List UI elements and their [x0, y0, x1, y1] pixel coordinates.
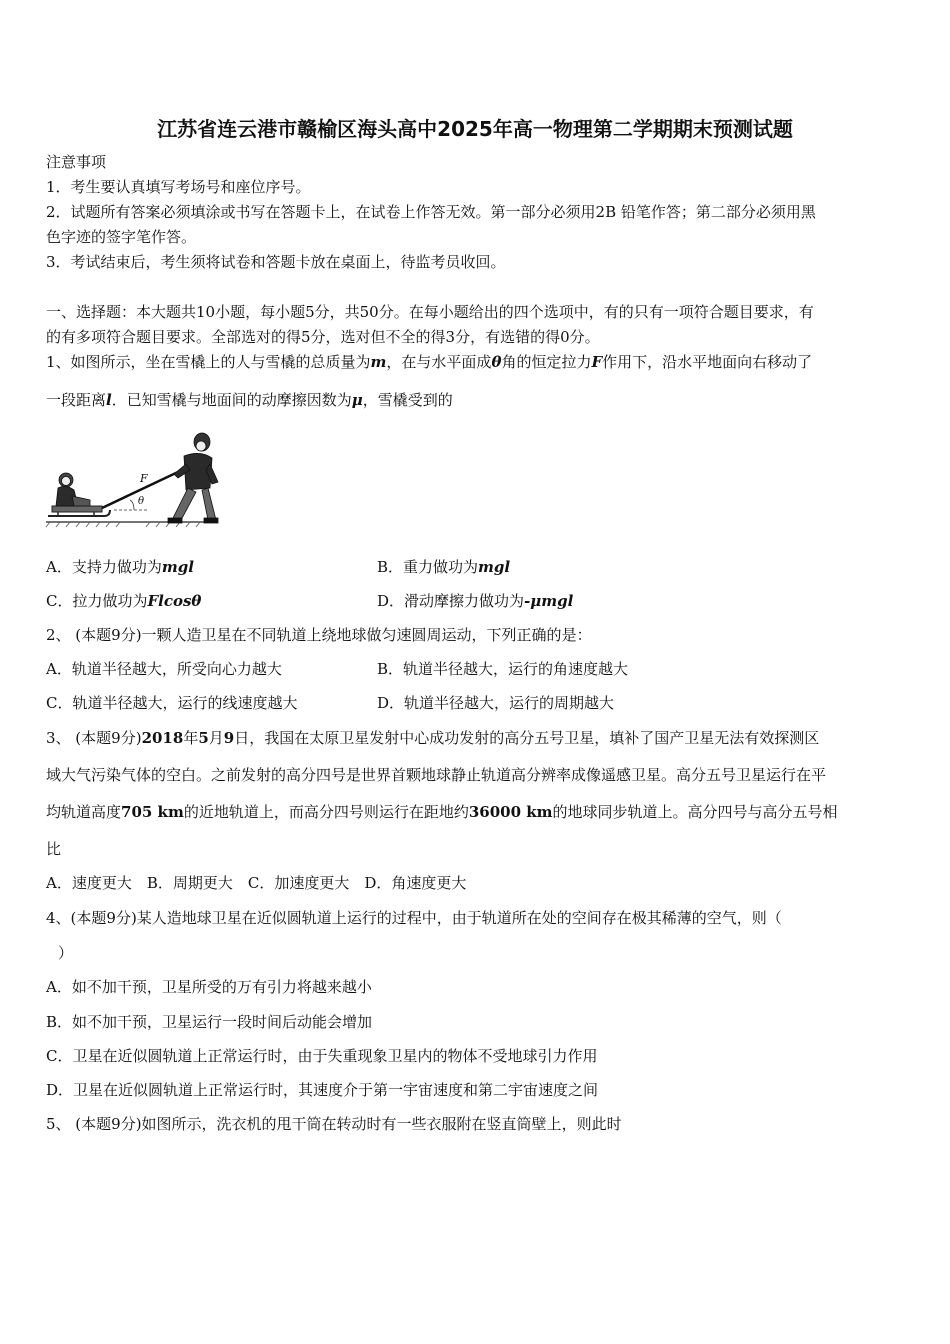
adult: [168, 433, 218, 523]
q1-var-mu: μ: [351, 391, 363, 409]
q3-day: 9: [223, 729, 235, 747]
q1-text: 1、如图所示，坐在雪橇上的人与雪橇的总质量为: [46, 353, 371, 371]
option-label: B．重力做功为: [377, 558, 479, 576]
q3-month: 5: [198, 729, 209, 747]
section1-intro-line2: 的有多项符合题目要求。全部选对的得5分，选对但不全的得3分，有选错的得0分。: [46, 328, 600, 346]
q3-options: A．速度更大 B．周期更大 C．加速度更大 D．角速度更大: [46, 874, 467, 892]
q1-stem-line1: [46, 352, 812, 372]
q4-option-B: B．如不加干预，卫星运行一段时间后动能会增加: [46, 1013, 373, 1031]
q1-stem-line2: [46, 390, 453, 410]
q4-stem-line2: ）: [58, 944, 74, 962]
option-value: Flcosθ: [147, 592, 202, 610]
q3-stem-line2: 域大气污染气体的空白。之前发射的高分四号是世界首颗地球静止轨道高分辨率成像遥感卫星。高分五号卫星运行在平: [46, 766, 827, 784]
notice-item-2: 2．试题所有答案必须填涂或书写在答题卡上，在试卷上作答无效。第一部分必须用2B 铅笔作答；第二部分必须用黑: [46, 203, 816, 221]
figure-theta-label: θ: [138, 496, 145, 507]
q1-text: ，雪橇受到的: [362, 391, 453, 409]
option-value: mgl: [161, 558, 194, 576]
q5-stem: 5、 (本题9分)如图所示，洗衣机的甩干筒在转动时有一些衣服附在竖直筒壁上，则此时: [46, 1115, 622, 1133]
q1-var-m: m: [370, 353, 387, 371]
exam-title: 江苏省连云港市赣榆区海头高中2025年高一物理第二学期期末预测试题: [157, 117, 793, 141]
q3-text: 的近地轨道上，而高分四号则运行在距地约: [183, 803, 469, 821]
q3-text: 月: [208, 729, 224, 747]
q3-height-36000: 36000 km: [468, 803, 553, 821]
q2-option-C: C．轨道半径越大，运行的线速度越大: [46, 694, 298, 712]
section1-intro-line1: 一、选择题：本大题共10小题，每小题5分，共50分。在每小题给出的四个选项中，有的只有一项符合题目要求，有: [46, 303, 814, 321]
q1-option-C: [46, 591, 201, 611]
q2-stem: 2、 (本题9分)一颗人造卫星在不同轨道上绕地球做匀速圆周运动，下列正确的是：: [46, 626, 592, 644]
notice-item-3: 3．考试结束后，考生须将试卷和答题卡放在桌面上，待监考员收回。: [46, 253, 506, 271]
q1-text: ，在与水平面成: [386, 353, 492, 371]
q1-var-l: l: [106, 391, 112, 409]
q4-option-D: D．卫星在近似圆轨道上正常运行时，其速度介于第一宇宙速度和第二宇宙速度之间: [46, 1081, 599, 1099]
q3-text: 的地球同步轨道上。高分四号与高分五号相: [552, 803, 838, 821]
option-label: C．拉力做功为: [46, 592, 148, 610]
option-value: -μmgl: [524, 592, 574, 610]
option-value: mgl: [478, 558, 511, 576]
q1-text: 角的恒定拉力: [501, 353, 592, 371]
sled-figure: [44, 430, 222, 530]
q3-text: 年: [183, 729, 199, 747]
notice-heading: 注意事项: [46, 153, 107, 171]
q4-option-A: A．如不加干预，卫星所受的万有引力将越来越小: [46, 978, 372, 996]
q2-option-A: A．轨道半径越大，所受向心力越大: [46, 660, 282, 678]
option-label: D．滑动摩擦力做功为: [377, 592, 525, 610]
figure-F-label: F: [140, 472, 148, 485]
option-label: A．支持力做功为: [46, 558, 162, 576]
q1-text: 一段距离: [46, 391, 107, 409]
q3-text: 3、 (本题9分): [46, 729, 142, 747]
notice-item-1: 1．考生要认真填写考场号和座位序号。: [46, 178, 311, 196]
q1-option-B: [377, 557, 510, 577]
q2-option-D: D．轨道半径越大，运行的周期越大: [377, 694, 615, 712]
q3-stem-line4: 比: [46, 840, 62, 858]
q3-text: 日，我国在太原卫星发射中心成功发射的高分五号卫星，填补了国产卫星无法有效探测区: [234, 729, 820, 747]
sled: [48, 506, 110, 516]
q1-var-theta: θ: [491, 353, 502, 371]
q1-option-D: [377, 591, 573, 611]
q4-option-C: C．卫星在近似圆轨道上正常运行时，由于失重现象卫星内的物体不受地球引力作用: [46, 1047, 598, 1065]
q3-text: 均轨道高度: [46, 803, 122, 821]
q1-var-F: F: [591, 353, 603, 371]
q3-height-705: 705 km: [121, 803, 184, 821]
q1-text: 作用下，沿水平地面向右移动了: [602, 353, 813, 371]
q1-text: ．已知雪橇与地面间的动摩擦因数为: [111, 391, 352, 409]
q3-stem-line3: [46, 802, 838, 822]
q3-stem-line1: [46, 728, 819, 748]
q2-option-B: B．轨道半径越大，运行的角速度越大: [377, 660, 629, 678]
notice-item-2-cont: 色字迹的签字笔作答。: [46, 228, 197, 246]
q1-option-A: [46, 557, 194, 577]
q3-year: 2018: [141, 729, 184, 747]
child: [56, 473, 90, 506]
q4-stem-line1: 4、(本题9分)某人造地球卫星在近似圆轨道上运行的过程中，由于轨道所在处的空间存在极其稀薄的空气，则（: [46, 909, 782, 927]
